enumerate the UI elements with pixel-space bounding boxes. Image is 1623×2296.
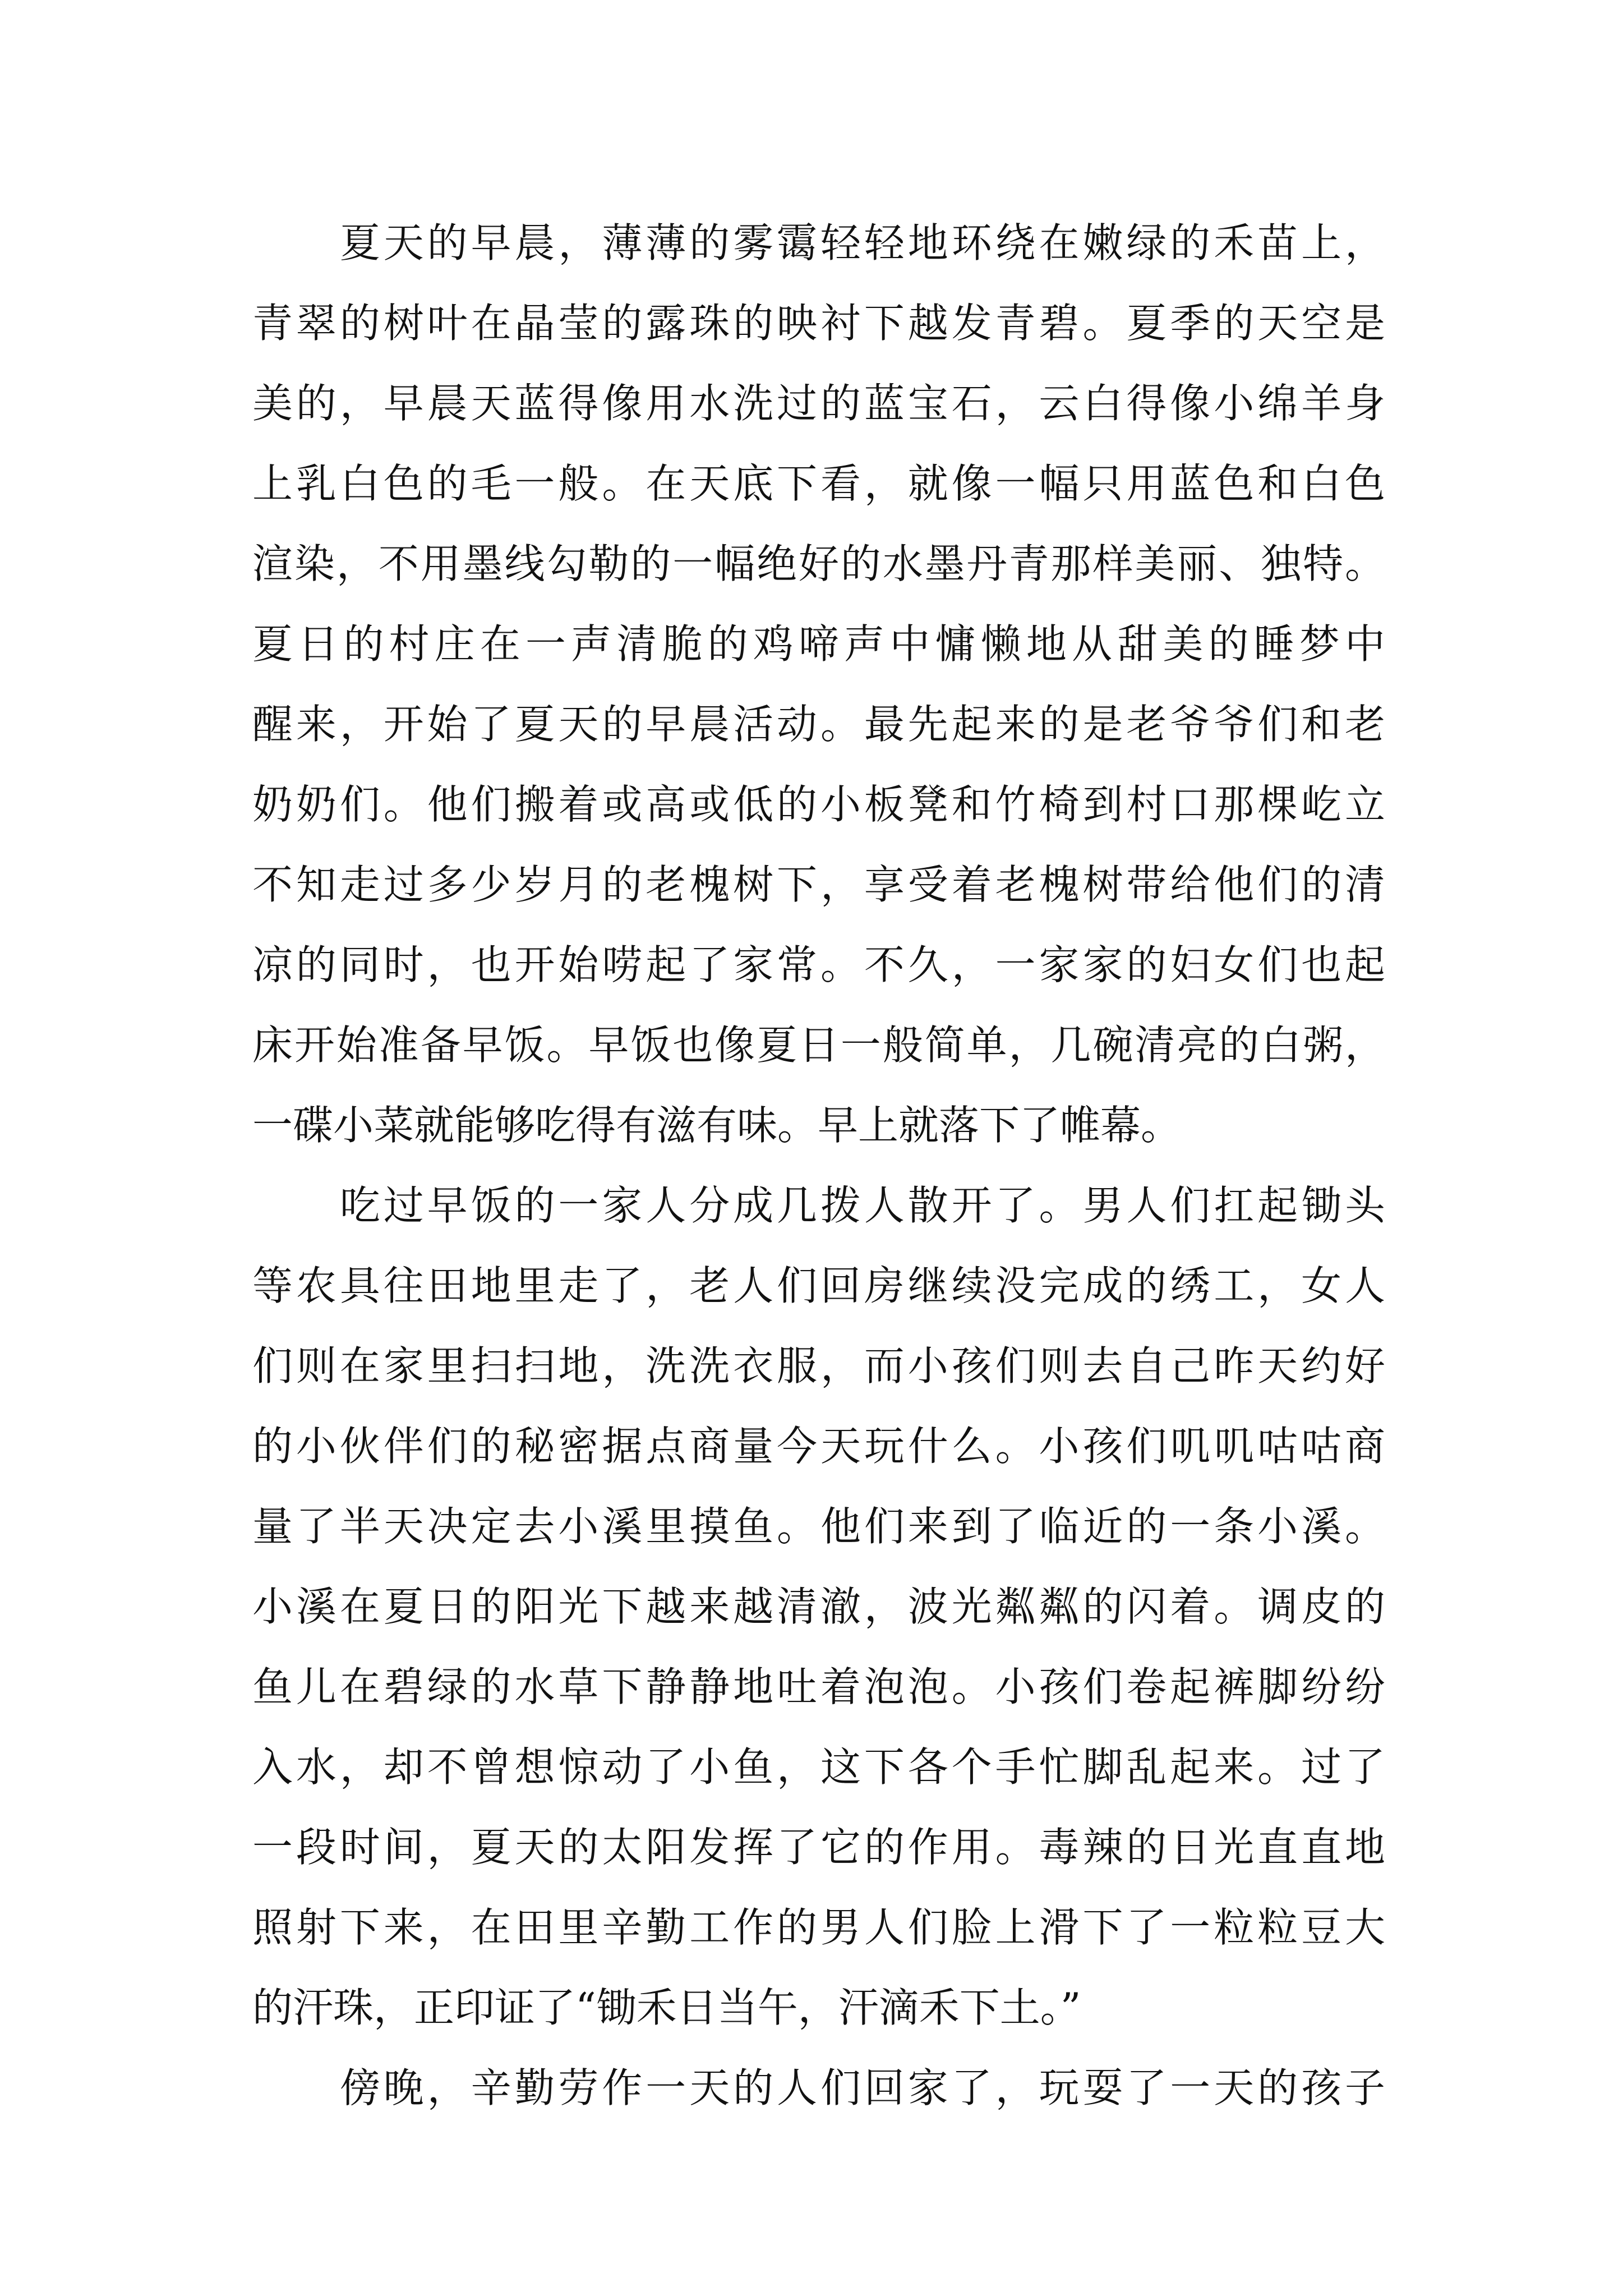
- text-line: 入水，却不曾想惊动了小鱼，这下各个手忙脚乱起来。过了: [252, 1743, 1385, 1791]
- text-line: 一碟小菜就能够吃得有滋有味。早上就落下了帷幕。: [252, 1102, 1182, 1149]
- text-line: 小溪在夏日的阳光下越来越清澈，波光粼粼的闪着。调皮的: [252, 1583, 1385, 1630]
- text-line: 照射下来，在田里辛勤工作的男人们脸上滑下了一粒粒豆大: [252, 1904, 1385, 1951]
- text-line: 上乳白色的毛一般。在天底下看，就像一幅只用蓝色和白色: [252, 460, 1385, 507]
- text-line: 的小伙伴们的秘密据点商量今天玩什么。小孩们叽叽咕咕商: [252, 1423, 1385, 1470]
- text-line: 量了半天决定去小溪里摸鱼。他们来到了临近的一条小溪。: [252, 1503, 1385, 1550]
- text-line: 美的，早晨天蓝得像用水洗过的蓝宝石，云白得像小绵羊身: [252, 380, 1385, 427]
- paragraph-2: [252, 1166, 1385, 2048]
- text-line: 奶奶们。他们搬着或高或低的小板凳和竹椅到村口那棵屹立: [252, 781, 1385, 828]
- body-text: [252, 203, 1385, 2128]
- text-line: 的汗珠，正印证了“锄禾日当午，汗滴禾下土。”: [252, 1984, 1081, 2031]
- text-line: 醒来，开始了夏天的早晨活动。最先起来的是老爷爷们和老: [252, 701, 1385, 748]
- text-line: 夏天的早晨，薄薄的雾霭轻轻地环绕在嫩绿的禾苗上，: [252, 219, 1385, 266]
- text-line: 们则在家里扫扫地，洗洗衣服，而小孩们则去自己昨天约好: [252, 1342, 1385, 1389]
- text-line: 床开始准备早饭。早饭也像夏日一般简单，几碗清亮的白粥，: [252, 1022, 1385, 1069]
- text-line: 青翠的树叶在晶莹的露珠的映衬下越发青碧。夏季的天空是: [252, 300, 1385, 347]
- paragraph-1: [252, 203, 1385, 1166]
- text-line: 等农具往田地里走了，老人们回房继续没完成的绣工，女人: [252, 1262, 1385, 1309]
- text-line: 傍晚，辛勤劳作一天的人们回家了，玩耍了一天的孩子: [252, 2064, 1385, 2111]
- text-line: 不知走过多少岁月的老槐树下，享受着老槐树带给他们的清: [252, 861, 1385, 908]
- text-line: 凉的同时，也开始唠起了家常。不久，一家家的妇女们也起: [252, 941, 1385, 988]
- paragraph-3: [252, 2048, 1385, 2128]
- text-line: 渲染，不用墨线勾勒的一幅绝好的水墨丹青那样美丽、独特。: [252, 540, 1385, 587]
- text-line: 吃过早饭的一家人分成几拨人散开了。男人们扛起锄头: [252, 1182, 1385, 1229]
- text-line: 一段时间，夏天的太阳发挥了它的作用。毒辣的日光直直地: [252, 1824, 1385, 1871]
- text-line: 夏日的村庄在一声清脆的鸡啼声中慵懒地从甜美的睡梦中: [252, 620, 1385, 668]
- text-line: 鱼儿在碧绿的水草下静静地吐着泡泡。小孩们卷起裤脚纷纷: [252, 1663, 1385, 1710]
